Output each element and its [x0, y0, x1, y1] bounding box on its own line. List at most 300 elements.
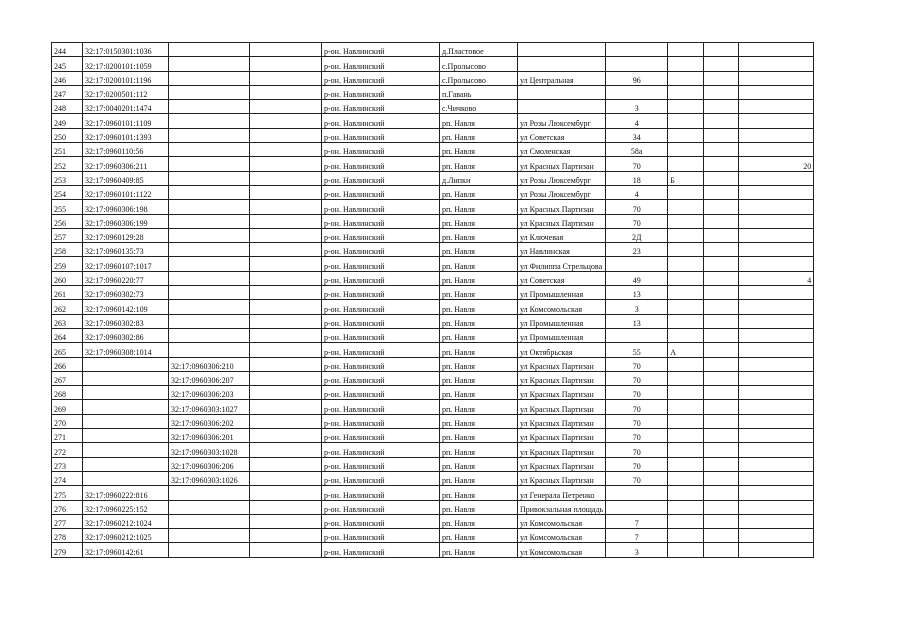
table-row: [52, 414, 814, 428]
cell-cadastral-number-alt: 32:17:0960303:1027: [169, 400, 250, 414]
cell-district: р-он. Навлинский: [322, 228, 440, 242]
cell-settlement: рп. Навля: [440, 200, 518, 214]
cell-row-number: 269: [52, 400, 83, 414]
cell-cadastral-number: 32:17:0960306:199: [83, 214, 169, 228]
cell-street: ул Розы Люксембург: [518, 114, 606, 128]
cell-cadastral-number: [83, 386, 169, 400]
cell-row-number: 247: [52, 85, 83, 99]
cell-row-number: 262: [52, 300, 83, 314]
cell-cadastral-number: 32:17:0960220:77: [83, 271, 169, 285]
cell-empty: [704, 314, 739, 328]
cell-district: р-он. Навлинский: [322, 429, 440, 443]
cell-row-number: 275: [52, 486, 83, 500]
cell-cadastral-number-alt: 32:17:0960306:210: [169, 357, 250, 371]
cell-cadastral-number: 32:17:0960110:56: [83, 143, 169, 157]
cell-extra: [739, 43, 814, 57]
cell-district: р-он. Навлинский: [322, 171, 440, 185]
cell-extra: [739, 57, 814, 71]
table-row: [52, 314, 814, 328]
cell-district: р-он. Навлинский: [322, 543, 440, 557]
cell-cadastral-number: [83, 357, 169, 371]
cell-settlement: рп. Навля: [440, 114, 518, 128]
cell-extra: [739, 400, 814, 414]
cell-empty: [250, 429, 322, 443]
table-row: [52, 100, 814, 114]
cell-district: р-он. Навлинский: [322, 314, 440, 328]
cell-district: р-он. Навлинский: [322, 114, 440, 128]
cell-letter: [668, 314, 704, 328]
cell-empty: [250, 214, 322, 228]
table-row: [52, 371, 814, 385]
cell-row-number: 248: [52, 100, 83, 114]
table-row: [52, 228, 814, 242]
cell-empty: [704, 43, 739, 57]
cell-extra: [739, 486, 814, 500]
cell-empty: [704, 128, 739, 142]
cell-cadastral-number: [83, 429, 169, 443]
cell-empty: [704, 457, 739, 471]
cell-letter: [668, 85, 704, 99]
table-row: [52, 300, 814, 314]
cell-extra: [739, 100, 814, 114]
cell-cadastral-number-alt: [169, 514, 250, 528]
cell-letter: [668, 414, 704, 428]
cell-street: ул Красных Партизан: [518, 414, 606, 428]
cell-extra: [739, 114, 814, 128]
cell-street: ул Красных Партизан: [518, 200, 606, 214]
cell-house-number: 34: [606, 128, 668, 142]
cell-empty: [250, 371, 322, 385]
cell-cadastral-number: 32:17:0040201:1474: [83, 100, 169, 114]
cell-settlement: д.Пластовое: [440, 43, 518, 57]
table-row: [52, 514, 814, 528]
cell-letter: [668, 128, 704, 142]
cell-street: ул Промышленная: [518, 286, 606, 300]
cell-empty: [250, 200, 322, 214]
cell-settlement: с.Чичково: [440, 100, 518, 114]
cell-empty: [704, 471, 739, 485]
cell-cadastral-number: [83, 400, 169, 414]
table-row: [52, 271, 814, 285]
cell-street: ул Филиппа Стрельцова: [518, 257, 606, 271]
cell-empty: [704, 85, 739, 99]
cell-empty: [250, 43, 322, 57]
cell-empty: [250, 357, 322, 371]
cell-extra: [739, 314, 814, 328]
cell-row-number: 272: [52, 443, 83, 457]
cell-row-number: 259: [52, 257, 83, 271]
cell-settlement: рп. Навля: [440, 300, 518, 314]
cell-street: ул Смоленская: [518, 143, 606, 157]
cell-row-number: 254: [52, 185, 83, 199]
cell-district: р-он. Навлинский: [322, 443, 440, 457]
cell-empty: [704, 143, 739, 157]
cell-letter: [668, 328, 704, 342]
cell-extra: [739, 429, 814, 443]
cell-street: ул Ключевая: [518, 228, 606, 242]
cell-row-number: 246: [52, 71, 83, 85]
cell-cadastral-number: 32:17:0150301:1036: [83, 43, 169, 57]
cell-settlement: рп. Навля: [440, 228, 518, 242]
cell-row-number: 266: [52, 357, 83, 371]
cell-settlement: п.Гавань: [440, 85, 518, 99]
cell-house-number: [606, 43, 668, 57]
table-row: [52, 114, 814, 128]
cell-empty: [704, 400, 739, 414]
cell-row-number: 257: [52, 228, 83, 242]
cell-empty: [704, 271, 739, 285]
cell-row-number: 274: [52, 471, 83, 485]
cell-extra: [739, 371, 814, 385]
cell-extra: [739, 243, 814, 257]
cell-extra: [739, 457, 814, 471]
cell-empty: [250, 100, 322, 114]
table-row: [52, 529, 814, 543]
cell-extra: [739, 414, 814, 428]
cell-house-number: 55: [606, 343, 668, 357]
cell-empty: [704, 100, 739, 114]
cell-cadastral-number-alt: [169, 257, 250, 271]
cell-district: р-он. Навлинский: [322, 286, 440, 300]
cell-letter: [668, 371, 704, 385]
cell-row-number: 250: [52, 128, 83, 142]
cell-cadastral-number-alt: [169, 128, 250, 142]
cell-letter: [668, 429, 704, 443]
cell-district: р-он. Навлинский: [322, 400, 440, 414]
cell-letter: [668, 157, 704, 171]
table-row: [52, 328, 814, 342]
cell-empty: [704, 200, 739, 214]
cell-cadastral-number: 32:17:0960225:152: [83, 500, 169, 514]
cell-settlement: рп. Навля: [440, 529, 518, 543]
cell-street: ул Красных Партизан: [518, 471, 606, 485]
cell-empty: [250, 114, 322, 128]
cell-settlement: рп. Навля: [440, 143, 518, 157]
table-row: [52, 157, 814, 171]
cell-cadastral-number: 32:17:0960129:28: [83, 228, 169, 242]
cell-empty: [704, 71, 739, 85]
cell-empty: [704, 529, 739, 543]
cell-district: р-он. Навлинский: [322, 157, 440, 171]
cell-house-number: 49: [606, 271, 668, 285]
cell-settlement: рп. Навля: [440, 371, 518, 385]
cell-extra: [739, 543, 814, 557]
cell-house-number: 70: [606, 200, 668, 214]
cell-street: ул Комсомольская: [518, 543, 606, 557]
cell-street: ул Красных Партизан: [518, 386, 606, 400]
cell-empty: [250, 343, 322, 357]
table-body: [52, 43, 814, 558]
cell-extra: [739, 514, 814, 528]
cell-empty: [250, 471, 322, 485]
cell-district: р-он. Навлинский: [322, 514, 440, 528]
cell-house-number: [606, 85, 668, 99]
cell-street: ул Советская: [518, 128, 606, 142]
cell-district: р-он. Навлинский: [322, 185, 440, 199]
cell-district: р-он. Навлинский: [322, 471, 440, 485]
cell-settlement: рп. Навля: [440, 157, 518, 171]
table-row: [52, 457, 814, 471]
cell-row-number: 252: [52, 157, 83, 171]
cell-settlement: рп. Навля: [440, 314, 518, 328]
cell-empty: [704, 171, 739, 185]
cell-empty: [250, 243, 322, 257]
cell-cadastral-number-alt: [169, 529, 250, 543]
cell-empty: [250, 400, 322, 414]
cell-empty: [704, 286, 739, 300]
cell-cadastral-number-alt: [169, 200, 250, 214]
table-row: [52, 500, 814, 514]
cell-extra: [739, 200, 814, 214]
cell-empty: [250, 443, 322, 457]
cell-cadastral-number: 32:17:0960212:1025: [83, 529, 169, 543]
cell-row-number: 264: [52, 328, 83, 342]
cell-letter: [668, 257, 704, 271]
cell-house-number: 7: [606, 529, 668, 543]
cell-house-number: 3: [606, 300, 668, 314]
cell-district: р-он. Навлинский: [322, 371, 440, 385]
table-row: [52, 386, 814, 400]
cell-cadastral-number-alt: [169, 214, 250, 228]
cell-empty: [250, 185, 322, 199]
cell-cadastral-number: 32:17:0960306:211: [83, 157, 169, 171]
cell-letter: [668, 514, 704, 528]
cell-street: ул Красных Партизан: [518, 214, 606, 228]
cell-letter: [668, 114, 704, 128]
cell-row-number: 251: [52, 143, 83, 157]
cell-extra: [739, 386, 814, 400]
cell-empty: [250, 271, 322, 285]
cell-street: [518, 57, 606, 71]
cell-row-number: 267: [52, 371, 83, 385]
cell-empty: [704, 414, 739, 428]
cell-empty: [250, 314, 322, 328]
cell-district: р-он. Навлинский: [322, 328, 440, 342]
cell-letter: [668, 185, 704, 199]
cell-empty: [704, 386, 739, 400]
cell-cadastral-number-alt: [169, 100, 250, 114]
cell-street: ул Комсомольская: [518, 514, 606, 528]
table-row: [52, 57, 814, 71]
cell-empty: [250, 228, 322, 242]
table-row: [52, 214, 814, 228]
cell-row-number: 270: [52, 414, 83, 428]
cell-extra: [739, 171, 814, 185]
cell-cadastral-number: 32:17:0960101:1122: [83, 185, 169, 199]
cell-district: р-он. Навлинский: [322, 57, 440, 71]
cell-street: ул Красных Партизан: [518, 443, 606, 457]
cell-cadastral-number-alt: [169, 271, 250, 285]
cell-empty: [704, 300, 739, 314]
cell-empty: [704, 357, 739, 371]
cell-empty: [250, 486, 322, 500]
cell-house-number: 2Д: [606, 228, 668, 242]
cell-letter: [668, 286, 704, 300]
cell-house-number: 70: [606, 414, 668, 428]
cell-cadastral-number: [83, 371, 169, 385]
cell-cadastral-number: 32:17:0200101:1059: [83, 57, 169, 71]
cell-row-number: 263: [52, 314, 83, 328]
table-row: [52, 286, 814, 300]
cell-extra: [739, 185, 814, 199]
cell-cadastral-number-alt: [169, 71, 250, 85]
cell-extra: [739, 257, 814, 271]
cell-cadastral-number-alt: [169, 328, 250, 342]
cell-district: р-он. Навлинский: [322, 128, 440, 142]
cell-house-number: 70: [606, 371, 668, 385]
cell-settlement: рп. Навля: [440, 243, 518, 257]
cell-settlement: рп. Навля: [440, 357, 518, 371]
cell-street: ул Комсомольская: [518, 529, 606, 543]
cell-letter: [668, 243, 704, 257]
registry-table: [51, 42, 814, 558]
cell-row-number: 276: [52, 500, 83, 514]
cell-street: ул Октябрьская: [518, 343, 606, 357]
cell-empty: [704, 371, 739, 385]
cell-cadastral-number-alt: [169, 114, 250, 128]
cell-settlement: рп. Навля: [440, 500, 518, 514]
cell-row-number: 273: [52, 457, 83, 471]
cell-cadastral-number-alt: [169, 85, 250, 99]
cell-house-number: 18: [606, 171, 668, 185]
cell-house-number: [606, 328, 668, 342]
cell-house-number: 70: [606, 214, 668, 228]
cell-settlement: рп. Навля: [440, 486, 518, 500]
cell-letter: [668, 529, 704, 543]
cell-settlement: рп. Навля: [440, 271, 518, 285]
cell-settlement: д.Липки: [440, 171, 518, 185]
cell-cadastral-number: 32:17:0960101:1393: [83, 128, 169, 142]
cell-settlement: рп. Навля: [440, 457, 518, 471]
table-row: [52, 85, 814, 99]
cell-extra: [739, 471, 814, 485]
cell-cadastral-number: 32:17:0960107:1017: [83, 257, 169, 271]
cell-empty: [704, 185, 739, 199]
cell-empty: [704, 243, 739, 257]
cell-cadastral-number: [83, 471, 169, 485]
cell-extra: [739, 71, 814, 85]
cell-extra: [739, 228, 814, 242]
cell-cadastral-number-alt: 32:17:0960303:1028: [169, 443, 250, 457]
cell-house-number: 70: [606, 157, 668, 171]
cell-settlement: рп. Навля: [440, 386, 518, 400]
cell-empty: [704, 228, 739, 242]
cell-cadastral-number: 32:17:0960142:61: [83, 543, 169, 557]
cell-cadastral-number: [83, 457, 169, 471]
cell-empty: [250, 286, 322, 300]
cell-empty: [704, 514, 739, 528]
cell-row-number: 261: [52, 286, 83, 300]
cell-settlement: с.Пролысово: [440, 71, 518, 85]
cell-row-number: 265: [52, 343, 83, 357]
cell-cadastral-number: 32:17:0960308:1014: [83, 343, 169, 357]
table-row: [52, 443, 814, 457]
cell-street: ул Промышленная: [518, 314, 606, 328]
cell-house-number: [606, 57, 668, 71]
cell-settlement: рп. Навля: [440, 343, 518, 357]
cell-house-number: [606, 500, 668, 514]
cell-district: р-он. Навлинский: [322, 386, 440, 400]
cell-street: ул Комсомольская: [518, 300, 606, 314]
cell-row-number: 245: [52, 57, 83, 71]
cell-cadastral-number: 32:17:0960302:86: [83, 328, 169, 342]
cell-settlement: рп. Навля: [440, 328, 518, 342]
table-row: [52, 486, 814, 500]
cell-house-number: 4: [606, 114, 668, 128]
cell-letter: [668, 357, 704, 371]
cell-empty: [250, 71, 322, 85]
cell-district: р-он. Навлинский: [322, 300, 440, 314]
cell-letter: [668, 500, 704, 514]
cell-empty: [250, 500, 322, 514]
cell-cadastral-number-alt: 32:17:0960306:207: [169, 371, 250, 385]
cell-letter: [668, 100, 704, 114]
cell-settlement: с.Пролысово: [440, 57, 518, 71]
cell-extra: [739, 85, 814, 99]
cell-house-number: 13: [606, 314, 668, 328]
cell-cadastral-number: 32:17:0960101:1109: [83, 114, 169, 128]
cell-district: р-он. Навлинский: [322, 214, 440, 228]
cell-empty: [250, 386, 322, 400]
cell-street: [518, 85, 606, 99]
cell-row-number: 253: [52, 171, 83, 185]
cell-district: р-он. Навлинский: [322, 357, 440, 371]
cell-district: р-он. Навлинский: [322, 257, 440, 271]
cell-settlement: рп. Навля: [440, 543, 518, 557]
cell-street: ул Советская: [518, 271, 606, 285]
cell-settlement: рп. Навля: [440, 185, 518, 199]
cell-house-number: 58а: [606, 143, 668, 157]
table-row: [52, 128, 814, 142]
cell-row-number: 255: [52, 200, 83, 214]
table-row: [52, 143, 814, 157]
cell-row-number: 268: [52, 386, 83, 400]
cell-cadastral-number: 32:17:0960302:83: [83, 314, 169, 328]
cell-house-number: 3: [606, 543, 668, 557]
table-row: [52, 257, 814, 271]
cell-letter: [668, 300, 704, 314]
cell-cadastral-number-alt: 32:17:0960306:202: [169, 414, 250, 428]
cell-letter: [668, 228, 704, 242]
table-row: [52, 71, 814, 85]
cell-extra: [739, 143, 814, 157]
cell-district: р-он. Навлинский: [322, 457, 440, 471]
cell-empty: [250, 514, 322, 528]
cell-empty: [250, 57, 322, 71]
cell-house-number: 70: [606, 386, 668, 400]
cell-cadastral-number: 32:17:0200501:112: [83, 85, 169, 99]
cell-street: ул Красных Партизан: [518, 400, 606, 414]
cell-settlement: рп. Навля: [440, 471, 518, 485]
cell-extra: [739, 343, 814, 357]
cell-extra: 4: [739, 271, 814, 285]
cell-district: р-он. Навлинский: [322, 271, 440, 285]
cell-house-number: 70: [606, 471, 668, 485]
cell-house-number: [606, 486, 668, 500]
cell-district: р-он. Навлинский: [322, 486, 440, 500]
cell-settlement: рп. Навля: [440, 429, 518, 443]
cell-empty: [250, 543, 322, 557]
cell-cadastral-number-alt: [169, 143, 250, 157]
cell-street: ул Промышленная: [518, 328, 606, 342]
cell-street: ул Красных Партизан: [518, 371, 606, 385]
cell-extra: [739, 128, 814, 142]
cell-letter: [668, 471, 704, 485]
cell-house-number: 13: [606, 286, 668, 300]
cell-letter: [668, 386, 704, 400]
cell-cadastral-number-alt: [169, 300, 250, 314]
cell-extra: [739, 529, 814, 543]
